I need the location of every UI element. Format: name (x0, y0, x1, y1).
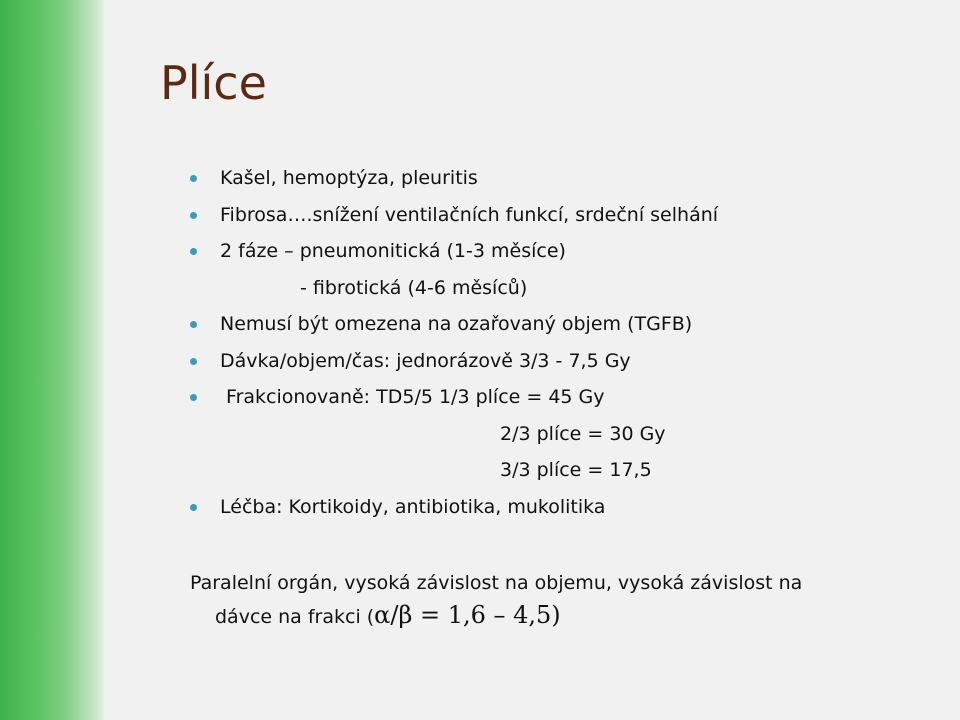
list-item-continuation (190, 416, 890, 453)
list-item (190, 343, 890, 380)
green-sidebar-decoration (0, 0, 105, 720)
bullet-dot-icon (190, 358, 197, 365)
list-item (190, 233, 890, 270)
list-item-text: - fibrotická (4-6 měsíců) (300, 276, 528, 299)
alpha-beta-ratio-formula: α/β = 1,6 – 4,5) (374, 601, 561, 629)
bullet-list (190, 160, 890, 525)
list-item-text: Léčba: Kortikoidy, antibiotika, mukolitika (220, 495, 606, 518)
list-item (190, 197, 890, 234)
bullet-dot-icon (190, 175, 197, 182)
list-item-text: Kašel, hemoptýza, pleuritis (220, 167, 478, 189)
bullet-dot-icon (190, 394, 197, 401)
summary-line-1: Paralelní orgán, vysoká závislost na objemu, vysoká závislost na (190, 572, 803, 594)
slide-title: Plíce (160, 56, 267, 110)
summary-line-2 (190, 599, 890, 633)
bullet-dot-icon (190, 321, 197, 328)
list-item (190, 379, 890, 416)
list-item-text: Nemusí být omezena na ozařovaný objem (TGFB) (220, 313, 693, 335)
list-item-continuation (190, 452, 890, 489)
list-item (190, 306, 890, 343)
list-item (190, 489, 890, 526)
list-item-text: Dávka/objem/čas: jednorázově 3/3 - 7,5 Gy (220, 349, 631, 372)
list-item-text: 2/3 plíce = 30 Gy (500, 422, 666, 445)
list-item-text: Frakcionovaně: TD5/5 1/3 plíce = 45 Gy (220, 386, 605, 408)
summary-line-2-text: dávce na frakci ( (215, 606, 375, 628)
bullet-dot-icon (190, 212, 197, 219)
list-item-continuation (190, 270, 890, 307)
list-item-text: 3/3 plíce = 17,5 (500, 459, 652, 481)
bullet-dot-icon (190, 248, 197, 255)
bullet-dot-icon (190, 504, 197, 511)
list-item (190, 160, 890, 197)
list-item-text: Fibrosa….snížení ventilačních funkcí, srdeční selhání (220, 203, 719, 226)
summary-paragraph (190, 567, 890, 633)
list-item-text: 2 fáze – pneumonitická (1-3 měsíce) (220, 240, 566, 262)
